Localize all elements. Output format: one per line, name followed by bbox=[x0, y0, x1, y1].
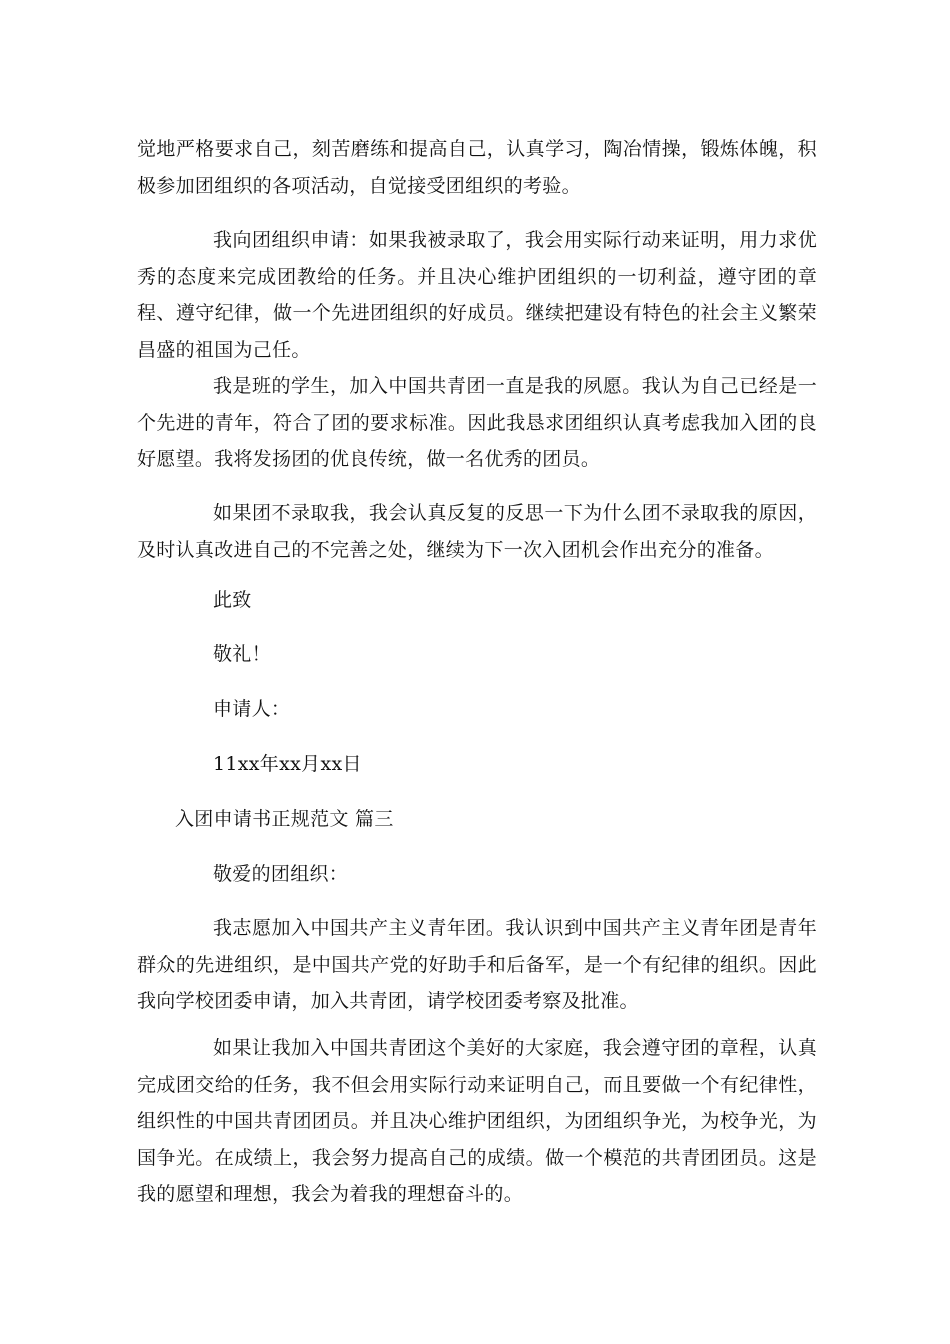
applicant-label: 申请人： bbox=[213, 698, 291, 720]
paragraph-continuation: 觉地严格要求自己，刻苦磨练和提高自己，认真学习，陶冶情操，锻炼体魄，积极参加团组织的各项活动，自觉接受团组织的考验。 bbox=[137, 138, 817, 197]
paragraph-commitment: 如果让我加入中国共青团这个美好的大家庭，我会遵守团的章程，认真完成团交给的任务，我不但会用实际行动来证明自己，而且要做一个有纪律性，组织性的中国共青团团员。并且决心维护团组织，为团组织争光，为校争光，为国争光。在成绩上，我会努力提高自己的成绩。做一个模范的共青团团员。这是我的愿望和理想，我会为着我的理想奋斗的。 bbox=[137, 1037, 817, 1205]
section-title: 入团申请书正规范文 篇三 bbox=[175, 808, 394, 830]
greeting-line: 敬爱的团组织： bbox=[213, 863, 349, 885]
paragraph-aspiration: 我是班的学生，加入中国共青团一直是我的夙愿。我认为自己已经是一个先进的青年，符合了团的要求标准。因此我恳求团组织认真考虑我加入团的良好愿望。我将发扬团的优良传统，做一名优秀的团员。 bbox=[137, 375, 817, 470]
salute-line: 敬礼！ bbox=[213, 643, 271, 665]
closing-line: 此致 bbox=[213, 589, 252, 611]
paragraph-if-rejected: 如果团不录取我，我会认真反复的反思一下为什么团不录取我的原因，及时认真改进自己的不完善之处，继续为下一次入团机会作出充分的准备。 bbox=[137, 502, 817, 561]
date-line: 11xx年xx月xx日 bbox=[213, 753, 362, 775]
paragraph-volunteer: 我志愿加入中国共产主义青年团。我认识到中国共产主义青年团是青年群众的先进组织，是中国共产党的好助手和后备军，是一个有纪律的组织。因此我向学校团委申请，加入共青团，请学校团委考察及批准。 bbox=[137, 917, 817, 1012]
paragraph-application: 我向团组织申请：如果我被录取了，我会用实际行动来证明，用力求优秀的态度来完成团教给的任务。并且决心维护团组织的一切利益，遵守团的章程、遵守纪律，做一个先进团组织的好成员。继续把建设有特色的社会主义繁荣昌盛的祖国为己任。 bbox=[137, 229, 817, 361]
